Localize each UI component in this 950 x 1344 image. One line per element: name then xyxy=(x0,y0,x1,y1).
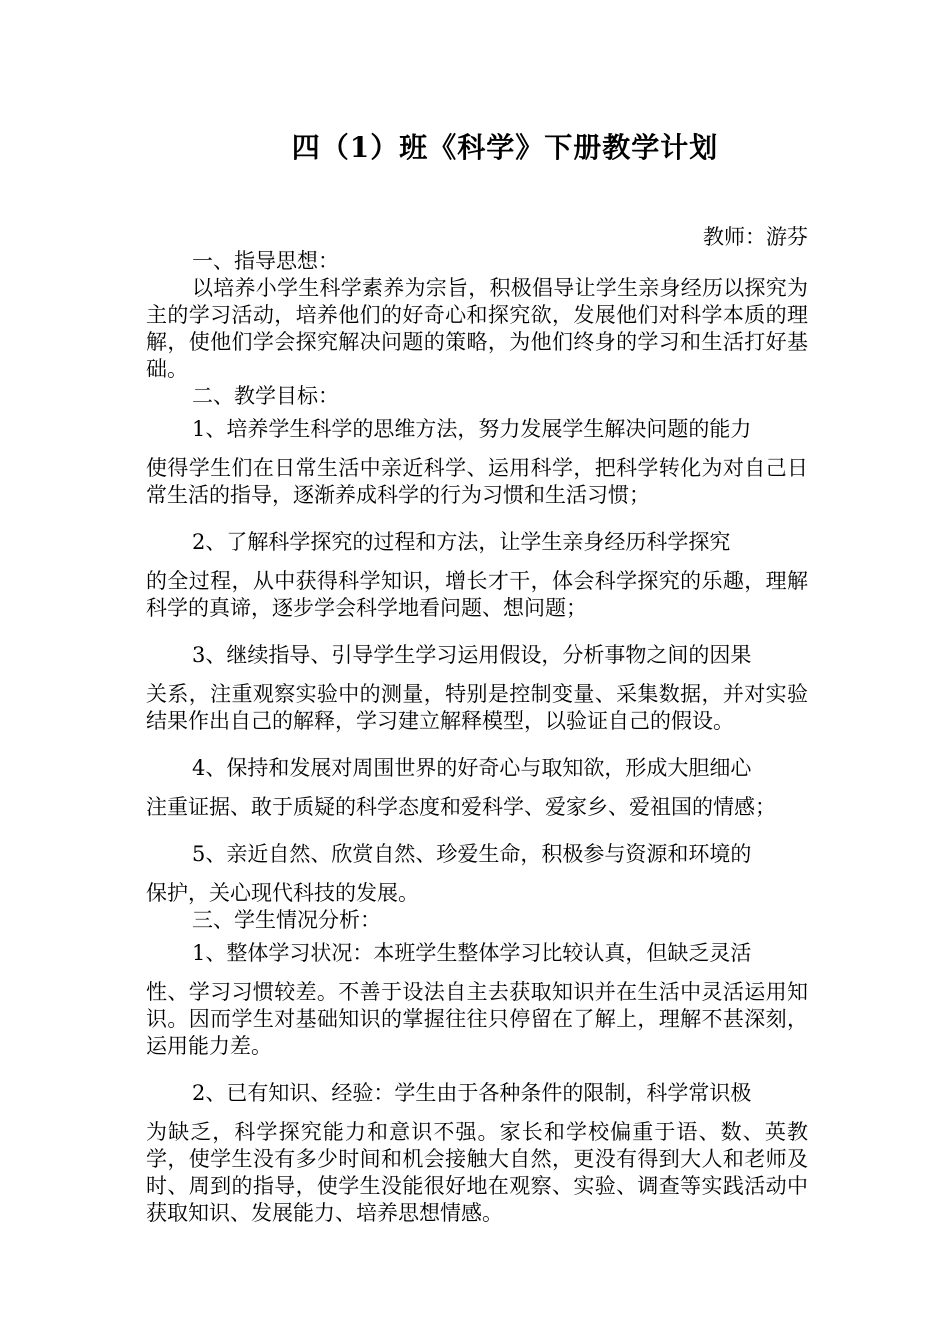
section-heading-teaching-goals: 二、教学目标： xyxy=(192,384,339,408)
analysis-item-first-line: 1、整体学习状况：本班学生整体学习比较认真，但缺乏灵活 xyxy=(192,941,752,965)
teacher-name: 教师：游芬 xyxy=(703,225,808,249)
document-title: 四（1）班《科学》下册教学计划 xyxy=(291,131,719,164)
section-heading-student-analysis: 三、学生情况分析： xyxy=(192,908,381,932)
goal-item-first-line: 4、保持和发展对周围世界的好奇心与取知欲，形成大胆细心 xyxy=(192,756,752,780)
guiding-idea-text: 以培养小学生科学素养为宗旨，积极倡导让学生亲身经历以探究为主的学习活动，培养他们的好奇心和探究欲，发展他们对科学本质的理解，使他们学会探究解决问题的策略，为他们终身的学习和生活打好基础。 xyxy=(146,276,808,381)
analysis-item xyxy=(146,1080,808,1227)
goal-item xyxy=(146,841,808,907)
goal-item xyxy=(146,755,808,821)
goal-item-first-line: 3、继续指导、引导学生学习运用假设，分析事物之间的因果 xyxy=(192,643,752,667)
goal-item-first-line: 1、培养学生科学的思维方法，努力发展学生解决问题的能力 xyxy=(192,417,752,441)
goal-item xyxy=(146,529,808,622)
goal-item xyxy=(146,416,808,509)
section-heading-guiding-idea: 一、指导思想： xyxy=(192,249,339,273)
goal-item-text: 关系，注重观察实验中的测量，特别是控制变量、采集数据，并对实验结果作出自己的解释，学习建立解释模型，以验证自己的假设。 xyxy=(146,682,808,733)
analysis-item-text: 为缺乏，科学探究能力和意识不强。家长和学校偏重于语、数、英教学，使学生没有多少时间和机会接触大自然，更没有得到大人和老师及时、周到的指导，使学生没能很好地在观察、实验、调查等实践活动中获取知识、发展能力、培养思想情感。 xyxy=(146,1120,808,1225)
goal-item-first-line: 2、了解科学探究的过程和方法，让学生亲身经历科学探究 xyxy=(192,530,731,554)
goal-item-text: 的全过程，从中获得科学知识，增长才干，体会科学探究的乐趣，理解科学的真谛，逐步学会科学地看问题、想问题； xyxy=(146,569,808,620)
goal-item-text: 使得学生们在日常生活中亲近科学、运用科学，把科学转化为对自己日常生活的指导，逐渐养成科学的行为习惯和生活习惯； xyxy=(146,456,808,507)
goal-item-first-line: 5、亲近自然、欣赏自然、珍爱生命，积极参与资源和环境的 xyxy=(192,842,752,866)
analysis-item-first-line: 2、已有知识、经验：学生由于各种条件的限制，科学常识极 xyxy=(192,1081,752,1105)
analysis-item xyxy=(146,940,808,1060)
document-body xyxy=(146,248,808,1227)
goal-item xyxy=(146,642,808,735)
goal-item-text: 注重证据、敢于质疑的科学态度和爱科学、爱家乡、爱祖国的情感； xyxy=(146,795,776,819)
analysis-item-text: 性、学习习惯较差。不善于设法自主去获取知识并在生活中灵活运用知识。因而学生对基础知识的掌握往往只停留在了解上，理解不甚深刻，运用能力差。 xyxy=(146,980,808,1058)
goal-item-text: 保护，关心现代科技的发展。 xyxy=(146,881,419,905)
